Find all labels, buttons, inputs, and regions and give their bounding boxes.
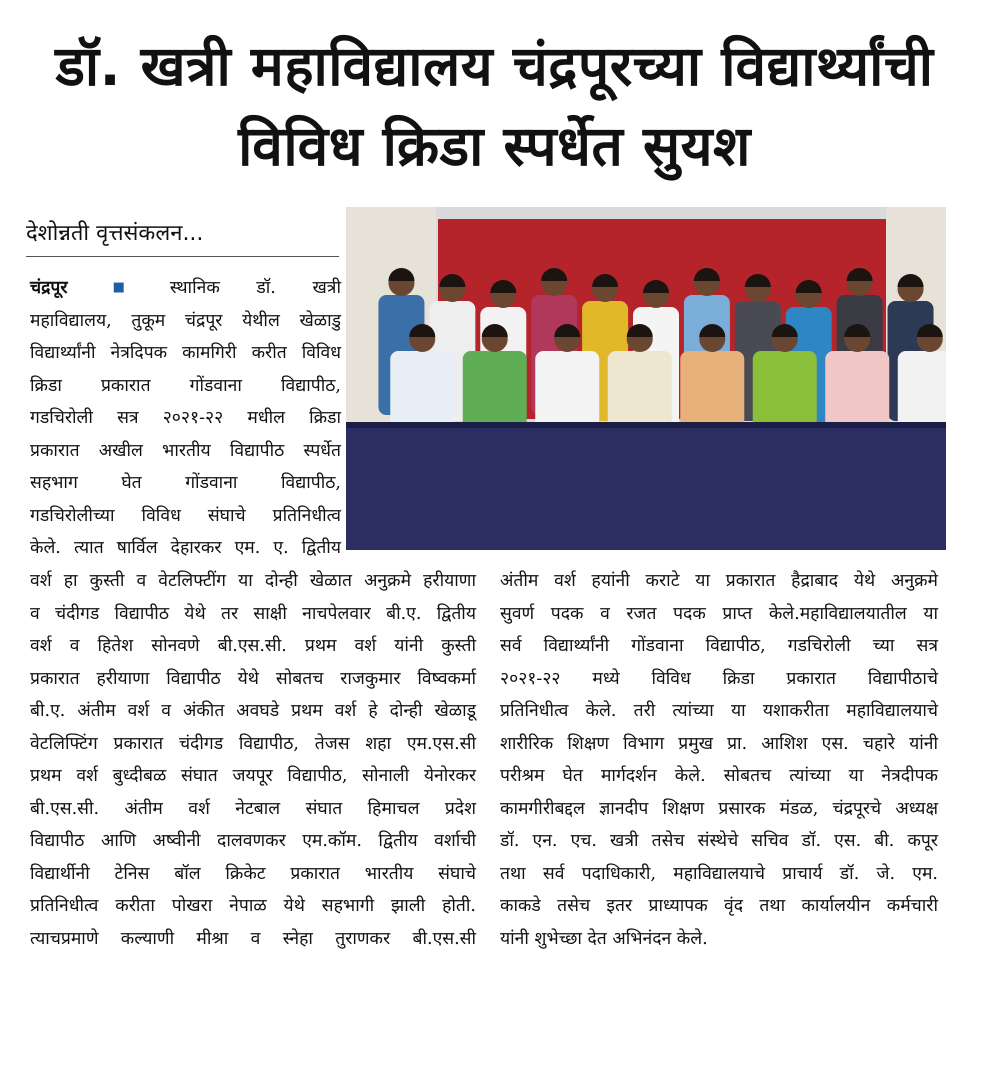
- article-column-b: [30, 565, 476, 955]
- article-line: परीश्रम घेत मार्गदर्शन केले. सोबतच त्यांच्या या नेत्रदीपक: [500, 766, 938, 786]
- article-line: सर्व विद्यार्थ्यांनी गोंडवाना विद्यापीठ, गडचिरोली च्या सत्र: [500, 636, 938, 656]
- dateline: चंद्रपूर: [30, 278, 68, 298]
- byline: देशोन्नती वृत्तसंकलन...: [26, 221, 204, 246]
- article-line: डॉ. एन. एच. खत्री तसेच संस्थेचे सचिव डॉ. एस. बी. कपूर: [500, 831, 938, 851]
- blue-table: [346, 422, 946, 550]
- article-line: प्रतिनिधीत्व केले. तरी त्यांच्या या यशाकरीता महाविद्यालयाचे: [500, 701, 938, 721]
- headline-line-1: डॉ. खत्री महाविद्यालय चंद्रपूरच्या विद्यार्थ्यांची: [55, 34, 934, 98]
- article-line: सहभाग घेत गोंडवाना विद्यापीठ,: [30, 473, 341, 493]
- group-photo: [346, 207, 946, 550]
- article-line: स्थानिक डॉ. खत्री: [169, 278, 341, 298]
- article-line: बी.एस.सी. अंतीम वर्श नेटबाल संघात हिमाचल प्रदेश: [30, 798, 476, 819]
- article-line: विद्यार्थीनी टेनिस बॉल क्रिकेट प्रकारात भारतीय संघाचे: [30, 863, 476, 884]
- article-line: वर्श व हितेश सोनवणे बी.एस.सी. प्रथम वर्श यांनी कुस्ती: [30, 636, 476, 656]
- byline-divider: [26, 256, 339, 257]
- article-line: काकडे तसेच इतर प्राध्यापक वृंद तथा कार्यालयीन कर्मचारी: [500, 896, 938, 916]
- article-line: व चंदीगड विद्यापीठ येथे तर साक्षी नाचपेलवार बी.ए. द्वितीय: [30, 603, 476, 624]
- article-line: वर्श हा कुस्ती व वेटलिफ्टींग या दोन्ही खेळात अनुक्रमे हरीयाणा: [30, 571, 476, 591]
- bullet-icon: ■: [81, 280, 156, 295]
- article-line: कामगीरीबद्दल ज्ञानदीप शिक्षण प्रसारक मंडळ, चंद्रपूरचे अध्यक्ष: [500, 798, 938, 819]
- article-line: तथा सर्व पदाधिकारी, महाविद्यालयाचे प्राचार्य डॉ. जे. एम.: [500, 863, 938, 884]
- group-photo-illustration: [346, 207, 946, 550]
- article-line: सुवर्ण पदक व रजत पदक प्राप्त केले.महाविद्यालयातील या: [500, 603, 938, 624]
- top-edge-cutoff-text: [0, 0, 989, 10]
- article-line: गडचिरोलीच्या विविध संघाचे प्रतिनिधीत्व: [30, 505, 341, 526]
- article-line: विद्यार्थ्यांनी नेत्रदिपक कामगिरी करीत विविध: [30, 343, 341, 363]
- article-line: विद्यापीठ आणि अष्वीनी दालवणकर एम.कॉम. द्वितीय वर्शाची: [30, 831, 476, 851]
- headline: [0, 26, 989, 186]
- article-line: वेटलिफ्टिंग प्रकारात चंदीगड विद्यापीठ, तेजस शहा एम.एस.सी: [30, 733, 476, 754]
- article-line: गडचिरोली सत्र २०२१-२२ मधील क्रिडा: [30, 408, 341, 428]
- article-column-c: [500, 565, 938, 955]
- article-line: केले. त्यात षार्विल देहारकर एम. ए. द्वितीय: [30, 538, 341, 558]
- article-line: शारीरिक शिक्षण विभाग प्रमुख प्रा. आशिश एस. चहारे यांनी: [500, 733, 938, 754]
- article-line: अंतीम वर्श हयांनी कराटे या प्रकारात हैद्राबाद येथे अनुक्रमे: [500, 571, 938, 591]
- article-line: २०२१-२२ मध्ये विविध क्रिडा प्रकारात विद्यापीठाचे: [500, 668, 938, 689]
- article-line: प्रथम वर्श बुध्दीबळ संघात जयपूर विद्यापीठ, सोनाली येनोरकर: [30, 766, 476, 786]
- article-column-a: [30, 272, 341, 565]
- article-line: प्रकारात अखील भारतीय विद्यापीठ स्पर्धेत: [30, 440, 341, 461]
- article-line: बी.ए. अंतीम वर्श व अंकीत अवघडे प्रथम वर्श हे दोन्ही खेळाडू: [30, 701, 476, 721]
- headline-line-2: विविध क्रिडा स्पर्धेत सुयश: [238, 114, 751, 178]
- article-line: त्याचप्रमाणे कल्याणी मीश्रा व स्नेहा तुराणकर बी.एस.सी: [30, 928, 476, 949]
- article-line: प्रकारात हरीयाणा विद्यापीठ येथे सोबतच राजकुमार विष्वकर्मा: [30, 668, 476, 689]
- article-line: यांनी शुभेच्छा देत अभिनंदन केले.: [500, 928, 708, 949]
- article-line: क्रिडा प्रकारात गोंडवाना विद्यापीठ,: [30, 375, 341, 396]
- article-line: प्रतिनिधीत्व करीता पोखरा नेपाळ येथे सहभागी झाली होती.: [30, 896, 476, 916]
- article-line: महाविद्यालय, तुकूम चंद्रपूर येथील खेळाडु: [30, 310, 341, 331]
